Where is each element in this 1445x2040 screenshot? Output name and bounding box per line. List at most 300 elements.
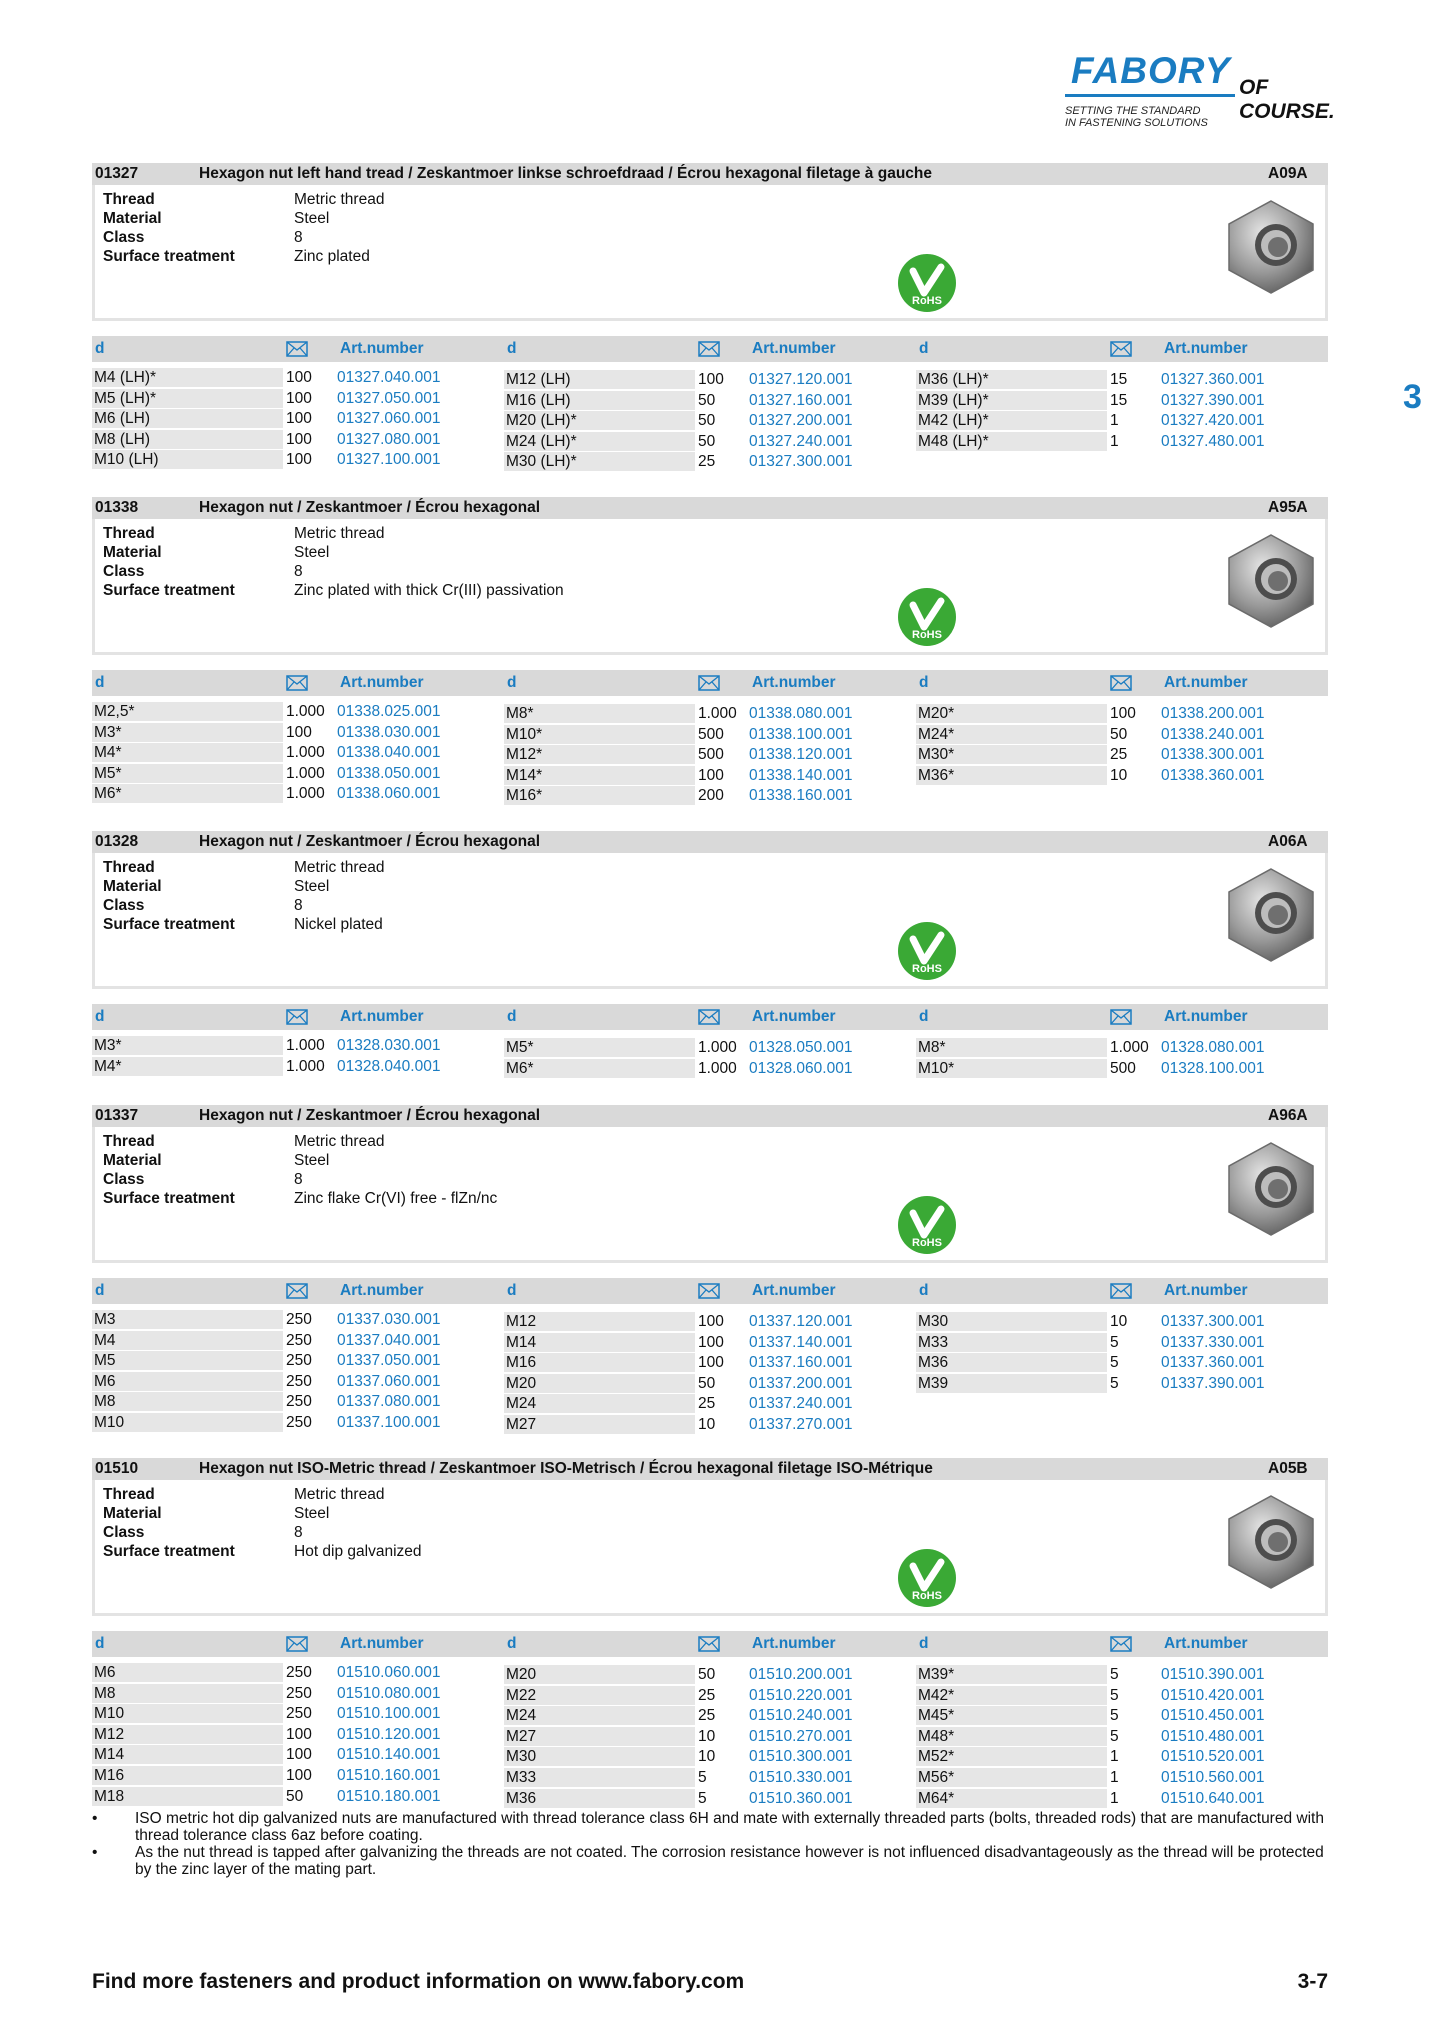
cell-article-number[interactable]: 01327.360.001 bbox=[1161, 371, 1265, 388]
rohs-icon bbox=[897, 921, 957, 981]
header-d: d bbox=[95, 1635, 105, 1652]
cell-article-number[interactable]: 01510.450.001 bbox=[1161, 1707, 1265, 1725]
product-section bbox=[92, 163, 1328, 471]
cell-size: M10* bbox=[916, 1059, 1107, 1078]
header-art-number: Art.number bbox=[1164, 1635, 1248, 1652]
cell-quantity: 500 bbox=[698, 746, 724, 764]
table-column-header bbox=[504, 1631, 916, 1657]
header-d: d bbox=[919, 1635, 929, 1652]
notes bbox=[92, 1810, 1332, 1878]
table-column-header bbox=[92, 1631, 504, 1657]
cell-article-number[interactable]: 01338.080.001 bbox=[749, 705, 853, 722]
cell-quantity: 5 bbox=[1110, 1333, 1119, 1351]
cell-article-number[interactable]: 01338.160.001 bbox=[749, 787, 853, 805]
spec-value: 8 bbox=[294, 897, 303, 914]
table-row bbox=[92, 1351, 504, 1370]
cell-size: M8* bbox=[916, 1038, 1107, 1057]
note-item bbox=[92, 1810, 1332, 1844]
cell-quantity: 250 bbox=[286, 1664, 312, 1681]
table-column-header bbox=[504, 670, 916, 696]
cell-article-number[interactable]: 01327.160.001 bbox=[749, 391, 853, 409]
cell-article-number[interactable]: 01338.360.001 bbox=[1161, 766, 1265, 784]
cell-quantity: 100 bbox=[286, 430, 312, 448]
spec-value: Metric thread bbox=[294, 859, 385, 876]
rohs-icon bbox=[897, 587, 957, 647]
header-art-number: Art.number bbox=[1164, 1008, 1248, 1025]
spec-value: Steel bbox=[294, 878, 330, 895]
cell-size: M36 bbox=[504, 1789, 695, 1808]
table-column-header bbox=[916, 670, 1328, 696]
cell-size: M20* bbox=[916, 704, 1107, 723]
table-row bbox=[504, 1686, 916, 1705]
envelope-icon bbox=[286, 341, 340, 357]
table-row bbox=[504, 1727, 916, 1746]
hex-nut-image bbox=[1221, 865, 1321, 965]
spec-value: Metric thread bbox=[294, 191, 385, 208]
header-d: d bbox=[507, 674, 517, 691]
cell-article-number[interactable]: 01327.240.001 bbox=[749, 432, 853, 450]
cell-quantity: 1 bbox=[1110, 1748, 1119, 1766]
cell-quantity: 250 bbox=[286, 1684, 312, 1702]
cell-quantity: 1.000 bbox=[286, 764, 325, 782]
cell-article-number[interactable]: 01337.030.001 bbox=[337, 1311, 441, 1328]
table-row bbox=[92, 450, 504, 469]
cell-quantity: 50 bbox=[698, 1666, 716, 1683]
spec-label: Class bbox=[103, 897, 145, 914]
cell-quantity: 250 bbox=[286, 1414, 312, 1431]
logo-tagline-1: SETTING THE STANDARD bbox=[1065, 105, 1201, 117]
spec-label: Surface treatment bbox=[103, 1543, 235, 1560]
cell-size: M3* bbox=[92, 1036, 283, 1055]
spec-row-surface bbox=[103, 247, 370, 266]
cell-quantity: 10 bbox=[698, 1416, 716, 1433]
envelope-icon bbox=[698, 1636, 752, 1652]
table-row bbox=[92, 1057, 504, 1076]
table-row bbox=[504, 370, 916, 389]
cell-article-number[interactable]: 01338.100.001 bbox=[749, 725, 853, 743]
article-code: 01337 bbox=[95, 1107, 139, 1124]
table-row bbox=[92, 1036, 504, 1055]
cell-quantity: 25 bbox=[1110, 746, 1128, 764]
cell-article-number[interactable]: 01510.140.001 bbox=[337, 1746, 441, 1764]
spec-box bbox=[92, 853, 1328, 989]
table-row bbox=[92, 784, 504, 803]
svg-text:RoHS: RoHS bbox=[912, 295, 942, 307]
cell-size: M33 bbox=[916, 1333, 1107, 1352]
table-row bbox=[504, 432, 916, 451]
table-column-header bbox=[504, 1278, 916, 1304]
cell-article-number[interactable]: 01510.390.001 bbox=[1161, 1666, 1265, 1683]
cell-article-number[interactable]: 01327.300.001 bbox=[749, 453, 853, 471]
cell-article-number[interactable]: 01337.050.001 bbox=[337, 1352, 441, 1370]
product-section bbox=[92, 1458, 1328, 1807]
envelope-icon bbox=[1110, 1009, 1164, 1025]
page-footer bbox=[92, 1970, 1328, 1994]
cell-quantity: 50 bbox=[698, 1374, 716, 1392]
cell-article-number[interactable]: 01510.330.001 bbox=[749, 1769, 853, 1786]
note-item bbox=[92, 1844, 1332, 1878]
cell-article-number[interactable]: 01510.300.001 bbox=[749, 1748, 853, 1766]
section-title: Hexagon nut / Zeskantmoer / Écrou hexagonal bbox=[199, 499, 541, 516]
cell-quantity: 25 bbox=[698, 1686, 716, 1704]
table-row bbox=[504, 1747, 916, 1766]
note-text: As the nut thread is tapped after galvanizing the threads are not coated. The corrosion resistance however is not influenced disadvantageously as the thread will be protected by the zinc layer of the mating part. bbox=[135, 1844, 1324, 1878]
cell-article-number[interactable]: 01510.270.001 bbox=[749, 1727, 853, 1745]
fabory-logo bbox=[1063, 50, 1353, 135]
chapter-number: 3 bbox=[1403, 378, 1422, 416]
cell-article-number[interactable]: 01510.360.001 bbox=[749, 1789, 853, 1807]
cell-article-number[interactable]: 01338.025.001 bbox=[337, 703, 441, 720]
header-d: d bbox=[95, 340, 105, 357]
cell-article-number[interactable]: 01337.330.001 bbox=[1161, 1333, 1265, 1351]
cell-quantity: 50 bbox=[1110, 725, 1128, 743]
cell-quantity: 500 bbox=[698, 725, 724, 743]
cell-size: M39* bbox=[916, 1665, 1107, 1684]
header-d: d bbox=[507, 1635, 517, 1652]
table-row bbox=[916, 1686, 1328, 1705]
cell-size: M22 bbox=[504, 1686, 695, 1705]
cell-article-number[interactable]: 01328.080.001 bbox=[1161, 1039, 1265, 1056]
footer-text: Find more fasteners and product information on www.fabory.com bbox=[92, 1970, 745, 1993]
cell-quantity: 1.000 bbox=[286, 703, 325, 720]
table-row bbox=[504, 1038, 916, 1057]
spec-label: Material bbox=[103, 210, 162, 227]
cell-article-number[interactable]: 01327.420.001 bbox=[1161, 412, 1265, 430]
article-code: 01510 bbox=[95, 1460, 139, 1477]
cell-quantity: 100 bbox=[698, 371, 724, 388]
cell-size: M27 bbox=[504, 1415, 695, 1434]
cell-size: M16 bbox=[92, 1766, 283, 1785]
cell-article-number[interactable]: 01338.050.001 bbox=[337, 764, 441, 782]
section-header bbox=[92, 831, 1328, 853]
cell-size: M45* bbox=[916, 1706, 1107, 1725]
spec-value: 8 bbox=[294, 1524, 303, 1541]
table-row bbox=[504, 766, 916, 785]
cell-article-number[interactable]: 01338.300.001 bbox=[1161, 746, 1265, 764]
cell-article-number[interactable]: 01338.140.001 bbox=[749, 766, 853, 784]
cell-article-number[interactable]: 01327.050.001 bbox=[337, 389, 441, 407]
cell-article-number[interactable]: 01327.390.001 bbox=[1161, 391, 1265, 409]
reference-code: A96A bbox=[1268, 1107, 1308, 1124]
spec-label: Thread bbox=[103, 1133, 155, 1150]
cell-article-number[interactable]: 01510.480.001 bbox=[1161, 1727, 1265, 1745]
table-row bbox=[916, 411, 1328, 430]
cell-quantity: 250 bbox=[286, 1331, 312, 1349]
cell-size: M39 bbox=[916, 1374, 1107, 1393]
section-title: Hexagon nut left hand tread / Zeskantmoer linkse schroefdraad / Écrou hexagonal filetage à gauche bbox=[199, 165, 932, 182]
cell-article-number[interactable]: 01327.100.001 bbox=[337, 451, 441, 469]
table-row bbox=[916, 1665, 1328, 1684]
section-header bbox=[92, 497, 1328, 519]
article-code: 01328 bbox=[95, 833, 139, 850]
cell-article-number[interactable]: 01510.080.001 bbox=[337, 1684, 441, 1702]
header-d: d bbox=[919, 1008, 929, 1025]
cell-article-number[interactable]: 01328.030.001 bbox=[337, 1037, 441, 1054]
svg-text:RoHS: RoHS bbox=[912, 629, 942, 641]
cell-size: M18 bbox=[92, 1787, 283, 1806]
cell-size: M33 bbox=[504, 1768, 695, 1787]
rohs-icon bbox=[897, 1548, 957, 1608]
cell-quantity: 1.000 bbox=[286, 1057, 325, 1075]
cell-size: M24 bbox=[504, 1706, 695, 1725]
cell-size: M48 (LH)* bbox=[916, 432, 1107, 451]
cell-article-number[interactable]: 01510.120.001 bbox=[337, 1725, 441, 1743]
cell-quantity: 15 bbox=[1110, 371, 1128, 388]
section-title: Hexagon nut / Zeskantmoer / Écrou hexagonal bbox=[199, 833, 541, 850]
cell-article-number[interactable]: 01337.390.001 bbox=[1161, 1374, 1265, 1392]
spec-row-material bbox=[103, 209, 329, 228]
cell-article-number[interactable]: 01327.080.001 bbox=[337, 430, 441, 448]
table-row bbox=[92, 702, 504, 721]
bullet-icon: • bbox=[92, 1844, 98, 1861]
cell-size: M6 bbox=[92, 1372, 283, 1391]
header-art-number: Art.number bbox=[752, 1635, 836, 1652]
cell-quantity: 5 bbox=[1110, 1686, 1119, 1704]
spec-label: Material bbox=[103, 878, 162, 895]
cell-article-number[interactable]: 01510.520.001 bbox=[1161, 1748, 1265, 1766]
cell-article-number[interactable]: 01510.240.001 bbox=[749, 1707, 853, 1725]
cell-size: M8 bbox=[92, 1392, 283, 1411]
cell-quantity: 5 bbox=[698, 1769, 707, 1786]
header-d: d bbox=[507, 1282, 517, 1299]
table-column-header bbox=[92, 1278, 504, 1304]
spec-box bbox=[92, 185, 1328, 321]
cell-article-number[interactable]: 01510.180.001 bbox=[337, 1787, 441, 1805]
cell-quantity: 100 bbox=[698, 766, 724, 784]
table-row bbox=[916, 766, 1328, 785]
spec-box bbox=[92, 519, 1328, 655]
cell-article-number[interactable]: 01510.100.001 bbox=[337, 1705, 441, 1723]
table-row bbox=[92, 1704, 504, 1723]
cell-quantity: 10 bbox=[698, 1727, 716, 1745]
table-row bbox=[92, 1372, 504, 1391]
cell-quantity: 500 bbox=[1110, 1059, 1136, 1077]
table-row bbox=[916, 725, 1328, 744]
reference-code: A95A bbox=[1268, 499, 1308, 516]
table-row bbox=[916, 370, 1328, 389]
table-row bbox=[92, 1684, 504, 1703]
spec-box bbox=[92, 1480, 1328, 1616]
header-art-number: Art.number bbox=[340, 1008, 424, 1025]
cell-article-number[interactable]: 01337.120.001 bbox=[749, 1313, 853, 1330]
spec-label: Material bbox=[103, 544, 162, 561]
header-art-number: Art.number bbox=[340, 1635, 424, 1652]
cell-size: M6 bbox=[92, 1663, 283, 1682]
product-section bbox=[92, 831, 1328, 1077]
cell-size: M36* bbox=[916, 766, 1107, 785]
logo-tagline-2: IN FASTENING SOLUTIONS bbox=[1065, 117, 1208, 129]
cell-size: M6 (LH) bbox=[92, 409, 283, 428]
header-art-number: Art.number bbox=[1164, 1282, 1248, 1299]
logo-underline bbox=[1065, 94, 1235, 97]
product-section bbox=[92, 497, 1328, 805]
cell-quantity: 1.000 bbox=[286, 785, 325, 803]
spec-row-material bbox=[103, 877, 329, 896]
cell-article-number[interactable]: 01337.300.001 bbox=[1161, 1313, 1265, 1330]
cell-quantity: 1.000 bbox=[698, 705, 737, 722]
cell-quantity: 100 bbox=[286, 369, 312, 386]
cell-quantity: 100 bbox=[286, 1746, 312, 1764]
cell-size: M64* bbox=[916, 1789, 1107, 1808]
cell-article-number[interactable]: 01338.240.001 bbox=[1161, 725, 1265, 743]
cell-article-number[interactable]: 01338.200.001 bbox=[1161, 705, 1265, 722]
envelope-icon bbox=[698, 675, 752, 691]
spec-row-class bbox=[103, 562, 303, 581]
cell-size: M20 bbox=[504, 1374, 695, 1393]
cell-article-number[interactable]: 01328.100.001 bbox=[1161, 1059, 1265, 1077]
header-d: d bbox=[95, 1008, 105, 1025]
cell-size: M14* bbox=[504, 766, 695, 785]
cell-article-number[interactable]: 01510.640.001 bbox=[1161, 1789, 1265, 1807]
table-column-header bbox=[92, 1004, 504, 1030]
table-row bbox=[916, 1789, 1328, 1808]
cell-article-number[interactable]: 01327.480.001 bbox=[1161, 432, 1265, 450]
cell-article-number[interactable]: 01338.040.001 bbox=[337, 744, 441, 762]
product-section bbox=[92, 1105, 1328, 1433]
cell-article-number[interactable]: 01328.050.001 bbox=[749, 1039, 853, 1056]
section-title: Hexagon nut ISO-Metric thread / Zeskantmoer ISO-Metrisch / Écrou hexagonal filetage ISO-Métrique bbox=[199, 1460, 933, 1477]
spec-row-surface bbox=[103, 581, 564, 600]
envelope-icon bbox=[286, 1636, 340, 1652]
cell-size: M6* bbox=[92, 784, 283, 803]
cell-size: M3* bbox=[92, 723, 283, 742]
cell-quantity: 50 bbox=[698, 432, 716, 450]
table-column-header bbox=[916, 1631, 1328, 1657]
cell-article-number[interactable]: 01337.100.001 bbox=[337, 1414, 441, 1431]
rohs-icon bbox=[897, 253, 957, 313]
cell-size: M14 bbox=[92, 1745, 283, 1764]
cell-quantity: 250 bbox=[286, 1352, 312, 1370]
hex-nut-image bbox=[1221, 1139, 1321, 1239]
spec-row-material bbox=[103, 543, 329, 562]
cell-article-number[interactable]: 01337.080.001 bbox=[337, 1393, 441, 1411]
cell-article-number[interactable]: 01327.060.001 bbox=[337, 410, 441, 428]
spec-row-thread bbox=[103, 190, 384, 209]
spec-label: Class bbox=[103, 229, 145, 246]
cell-article-number[interactable]: 01337.060.001 bbox=[337, 1372, 441, 1390]
cell-size: M16* bbox=[504, 786, 695, 805]
cell-article-number[interactable]: 01510.160.001 bbox=[337, 1767, 441, 1784]
header-art-number: Art.number bbox=[340, 340, 424, 357]
table-row bbox=[92, 743, 504, 762]
cell-article-number[interactable]: 01327.040.001 bbox=[337, 369, 441, 386]
cell-article-number[interactable]: 01338.030.001 bbox=[337, 723, 441, 741]
cell-article-number[interactable]: 01510.220.001 bbox=[749, 1686, 853, 1704]
cell-quantity: 5 bbox=[1110, 1666, 1119, 1683]
cell-size: M12 bbox=[92, 1725, 283, 1744]
cell-quantity: 5 bbox=[1110, 1727, 1119, 1745]
table-row bbox=[92, 1725, 504, 1744]
table-row bbox=[92, 1745, 504, 1764]
cell-article-number[interactable]: 01338.120.001 bbox=[749, 746, 853, 764]
bullet-icon: • bbox=[92, 1810, 98, 1827]
table-row bbox=[92, 723, 504, 742]
cell-article-number[interactable]: 01510.560.001 bbox=[1161, 1769, 1265, 1786]
table-row bbox=[504, 1333, 916, 1352]
cell-article-number[interactable]: 01327.120.001 bbox=[749, 371, 853, 388]
cell-article-number[interactable]: 01510.060.001 bbox=[337, 1664, 441, 1681]
cell-article-number[interactable]: 01337.270.001 bbox=[749, 1416, 853, 1433]
spec-value: Metric thread bbox=[294, 1486, 385, 1503]
spec-row-material bbox=[103, 1504, 329, 1523]
cell-size: M36 bbox=[916, 1353, 1107, 1372]
cell-quantity: 10 bbox=[698, 1748, 716, 1766]
table-column-header bbox=[504, 336, 916, 362]
envelope-icon bbox=[1110, 1636, 1164, 1652]
spec-value: Nickel plated bbox=[294, 916, 383, 933]
spec-value: Metric thread bbox=[294, 1133, 385, 1150]
cell-quantity: 1.000 bbox=[286, 744, 325, 762]
table-row bbox=[504, 1394, 916, 1413]
cell-size: M20 bbox=[504, 1665, 695, 1684]
cell-article-number[interactable]: 01337.140.001 bbox=[749, 1333, 853, 1351]
spec-row-class bbox=[103, 896, 303, 915]
cell-article-number[interactable]: 01337.240.001 bbox=[749, 1395, 853, 1413]
table-row bbox=[92, 1663, 504, 1682]
cell-quantity: 5 bbox=[1110, 1354, 1119, 1372]
spec-label: Surface treatment bbox=[103, 916, 235, 933]
cell-article-number[interactable]: 01327.200.001 bbox=[749, 412, 853, 430]
cell-size: M39 (LH)* bbox=[916, 391, 1107, 410]
cell-size: M6* bbox=[504, 1059, 695, 1078]
table-row bbox=[916, 1768, 1328, 1787]
cell-quantity: 5 bbox=[698, 1789, 707, 1807]
cell-article-number[interactable]: 01337.200.001 bbox=[749, 1374, 853, 1392]
header-art-number: Art.number bbox=[752, 340, 836, 357]
cell-size: M30 bbox=[504, 1747, 695, 1766]
table-row bbox=[92, 1331, 504, 1350]
spec-label: Thread bbox=[103, 1486, 155, 1503]
cell-quantity: 1.000 bbox=[698, 1039, 737, 1056]
table-row bbox=[504, 1374, 916, 1393]
reference-code: A09A bbox=[1268, 165, 1308, 182]
cell-article-number[interactable]: 01510.200.001 bbox=[749, 1666, 853, 1683]
cell-article-number[interactable]: 01337.040.001 bbox=[337, 1331, 441, 1349]
cell-article-number[interactable]: 01328.040.001 bbox=[337, 1057, 441, 1075]
table-row bbox=[916, 1353, 1328, 1372]
cell-size: M10* bbox=[504, 725, 695, 744]
cell-size: M4* bbox=[92, 1057, 283, 1076]
svg-text:RoHS: RoHS bbox=[912, 1590, 942, 1602]
cell-article-number[interactable]: 01510.420.001 bbox=[1161, 1686, 1265, 1704]
table-row bbox=[504, 725, 916, 744]
header-d: d bbox=[507, 340, 517, 357]
cell-article-number[interactable]: 01328.060.001 bbox=[749, 1059, 853, 1077]
cell-article-number[interactable]: 01338.060.001 bbox=[337, 785, 441, 803]
section-header bbox=[92, 1105, 1328, 1127]
spec-label: Thread bbox=[103, 525, 155, 542]
cell-article-number[interactable]: 01337.160.001 bbox=[749, 1354, 853, 1372]
cell-size: M8 bbox=[92, 1684, 283, 1703]
spec-label: Surface treatment bbox=[103, 248, 235, 265]
svg-text:RoHS: RoHS bbox=[912, 963, 942, 975]
header-art-number: Art.number bbox=[752, 1008, 836, 1025]
spec-value: Steel bbox=[294, 544, 330, 561]
spec-value: Steel bbox=[294, 1152, 330, 1169]
cell-quantity: 250 bbox=[286, 1705, 312, 1723]
cell-size: M12* bbox=[504, 745, 695, 764]
spec-row-class bbox=[103, 228, 303, 247]
header-art-number: Art.number bbox=[340, 674, 424, 691]
spec-label: Surface treatment bbox=[103, 1190, 235, 1207]
cell-size: M24* bbox=[916, 725, 1107, 744]
cell-article-number[interactable]: 01337.360.001 bbox=[1161, 1354, 1265, 1372]
cell-size: M52* bbox=[916, 1747, 1107, 1766]
cell-size: M8* bbox=[504, 704, 695, 723]
cell-quantity: 200 bbox=[698, 787, 724, 805]
cell-size: M14 bbox=[504, 1333, 695, 1352]
cell-quantity: 100 bbox=[286, 451, 312, 469]
